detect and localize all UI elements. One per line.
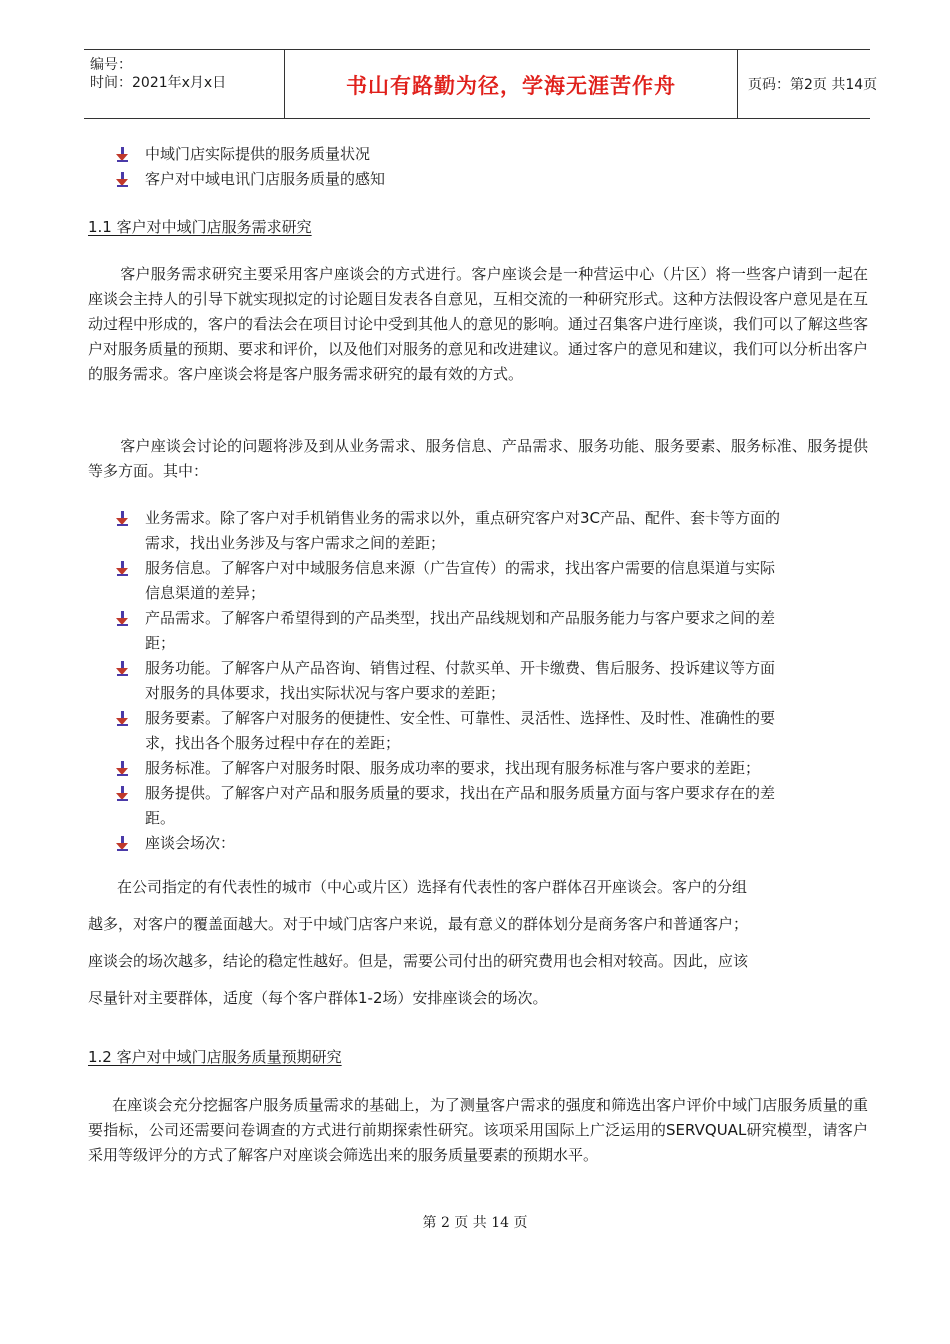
session-line: 座谈会的场次越多，结论的稳定性越好。但是，需要公司付出的研究费用也会相对较高。因此，应该: [88, 952, 749, 970]
bullet-text: 需求，找出业务涉及与客户需求之间的差距；: [145, 534, 446, 552]
header-motto-cell: [284, 50, 738, 118]
page-header: [84, 49, 878, 119]
document-time-label: 时间：2021年x月x日: [90, 75, 227, 91]
list-item: [88, 142, 866, 167]
document-number-label: 编号：: [90, 57, 132, 73]
list-item: [88, 781, 866, 806]
list-item: [88, 831, 866, 856]
list-item: [88, 167, 866, 192]
list-item-continuation: [88, 731, 866, 756]
bullet-text: 服务信息。了解客户对中域服务信息来源（广告宣传）的需求，找出客户需要的信息渠道与实际: [145, 559, 776, 577]
bullet-arrow-icon: [115, 510, 129, 526]
bullet-arrow-icon: [115, 610, 129, 626]
list-item: [88, 606, 866, 631]
list-item-continuation: [88, 806, 866, 831]
bullet-arrow-icon: [115, 660, 129, 676]
header-meta-cell: [84, 50, 284, 118]
bullet-arrow-icon: [115, 560, 129, 576]
bullet-text: 业务需求。除了客户对手机销售业务的需求以外，重点研究客户对3C产品、配件、套卡等方面的: [145, 509, 781, 527]
bullet-arrow-icon: [115, 785, 129, 801]
list-item: [88, 656, 866, 681]
paragraph-text: 客户服务需求研究主要采用客户座谈会的方式进行。客户座谈会是一种营运中心（片区）将一些客户请到一起在座谈会主持人的引导下就实现拟定的讨论题目发表各自意见，互相交流的一种研究形式。这种方法假设客户意见是在互动过程中形成的，客户的看法会在项目讨论中受到其他人的意见的影响。通过召集客户进行座谈，我们可以了解这些客户对服务质量的预期、要求和评价，以及他们对服务的意见和改进建议。通过客户的意见和建议，我们可以分析出客户的服务需求。客户座谈会将是客户服务需求研究的最有效的方式。: [88, 265, 869, 383]
header-page-label: 页码：第2页 共14页: [748, 77, 878, 93]
paragraph-topics: [88, 434, 868, 484]
bullet-arrow-icon: [115, 146, 129, 162]
bullet-text: 对服务的具体要求，找出实际状况与客户要求的差距；: [145, 684, 506, 702]
bullet-text: 服务要素。了解客户对服务的便捷性、安全性、可靠性、灵活性、选择性、及时性、准确性的要: [145, 709, 776, 727]
section-heading-1-1: 1.1 客户对中域门店服务需求研究: [88, 218, 312, 236]
bullet-text: 信息渠道的差异；: [145, 584, 266, 602]
paragraph-intro: [88, 262, 868, 387]
bullet-text: 中域门店实际提供的服务质量状况: [145, 145, 371, 163]
header-motto: 书山有路勤为径，学海无涯苦作舟: [346, 74, 676, 98]
session-line: 尽量针对主要群体，适度（每个客户群体1-2场）安排座谈会的场次。: [88, 989, 548, 1007]
list-item-continuation: [88, 681, 866, 706]
list-item: [88, 706, 866, 731]
session-line: 越多，对客户的覆盖面越大。对于中域门店客户来说，最有意义的群体划分是商务客户和普通客户；: [88, 915, 749, 933]
session-line: 在公司指定的有代表性的城市（中心或片区）选择有代表性的客户群体召开座谈会。客户的分组: [117, 878, 748, 896]
bullet-arrow-icon: [115, 760, 129, 776]
bullet-text: 服务功能。了解客户从产品咨询、销售过程、付款买单、开卡缴费、售后服务、投诉建议等方面: [145, 659, 776, 677]
paragraph-servqual: [88, 1093, 868, 1168]
bullet-text: 客户对中域电讯门店服务质量的感知: [145, 170, 386, 188]
header-page-cell: [736, 50, 878, 118]
list-item-continuation: [88, 631, 866, 656]
bullet-text: 产品需求。了解客户希望得到的产品类型，找出产品线规划和产品服务能力与客户要求之间的差: [145, 609, 776, 627]
bullet-arrow-icon: [115, 710, 129, 726]
bullet-text: 服务标准。了解客户对服务时限、服务成功率的要求，找出现有服务标准与客户要求的差距；: [145, 759, 761, 777]
bullet-text: 距。: [145, 809, 176, 827]
bullet-text: 服务提供。了解客户对产品和服务质量的要求，找出在产品和服务质量方面与客户要求存在的差: [145, 784, 776, 802]
list-item: [88, 506, 866, 531]
paragraph-text: 客户座谈会讨论的问题将涉及到从业务需求、服务信息、产品需求、服务功能、服务要素、服务标准、服务提供等多方面。其中：: [88, 437, 868, 480]
list-item-continuation: [88, 531, 866, 556]
bullet-arrow-icon: [115, 171, 129, 187]
bullet-arrow-icon: [115, 835, 129, 851]
bullet-text: 求，找出各个服务过程中存在的差距；: [145, 734, 401, 752]
section-heading-1-2: 1.2 客户对中域门店服务质量预期研究: [88, 1048, 342, 1066]
bullet-text: 距；: [145, 634, 176, 652]
list-item-continuation: [88, 581, 866, 606]
list-item: [88, 556, 866, 581]
list-item: [88, 756, 866, 781]
bullet-text: 座谈会场次：: [145, 834, 236, 852]
paragraph-text: 在座谈会充分挖掘客户服务质量需求的基础上，为了测量客户需求的强度和筛选出客户评价中域门店服务质量的重要指标，公司还需要问卷调查的方式进行前期探索性研究。该项采用国际上广泛运用的SERVQUAL研究模型，请客户采用等级评分的方式了解客户对座谈会筛选出来的服务质量要素的预期水平。: [88, 1096, 868, 1164]
page-footer: 第 2 页 共 14 页: [422, 1215, 528, 1231]
